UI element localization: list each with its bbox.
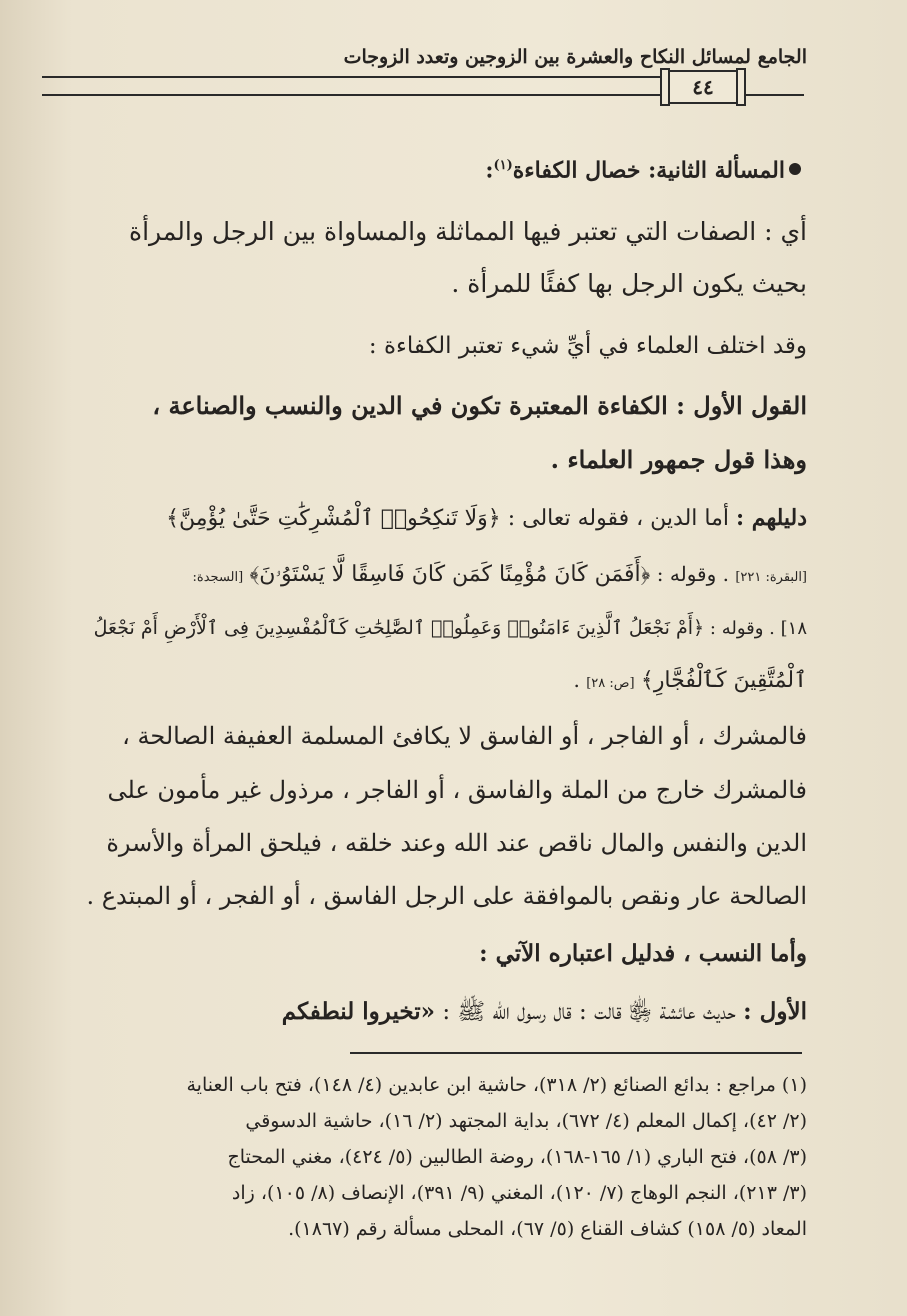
footnote-line: (٢/ ٤٢)، إكمال المعلم (٤/ ٦٧٢)، بداية المجتهد (٢/ ١٦)، حاشية الدسوقي xyxy=(245,1110,807,1132)
verse-reference: ١٨] xyxy=(780,618,807,639)
section-heading-colon: : xyxy=(485,157,494,184)
first-evidence-label: الأول : xyxy=(743,998,807,1025)
section-heading-text: المسألة الثانية: خصال الكفاءة xyxy=(512,157,785,184)
paragraph-line: الصالحة عار ونقص بالموافقة على الرجل الفاسق ، أو الفجر ، أو المبتدع . xyxy=(86,882,807,910)
evidence-line-1 xyxy=(107,498,807,539)
verse-reference: [السجدة: xyxy=(192,570,244,585)
section-heading xyxy=(85,146,785,190)
page-number: ٤٤ xyxy=(668,70,738,104)
quran-verse: ٱلْمُتَّقِينَ كَٱلْفُجَّارِ﴾ xyxy=(640,668,807,693)
verse-reference: [البقرة: ٢٢١] xyxy=(735,570,807,585)
footnote-mark: (١) xyxy=(493,158,513,173)
quran-verse: ﴿أَمْ نَجْعَلُ ٱلَّذِينَ ءَامَنُوا۟ وَعَمِلُوا۟ ٱلصَّٰلِحَٰتِ كَٱلْمُفْسِدِينَ فِى ٱلْأَرْضِ أَمْ نَجْعَلُ xyxy=(93,617,705,639)
header-rule-left xyxy=(42,76,664,78)
first-evidence-line xyxy=(107,992,807,1032)
paragraph-line: الدين والنفس والمال ناقص عند الله وعند خلقه ، فيلحق المرأة والأسرة xyxy=(106,829,807,857)
evidence-text: أما الدين ، فقوله تعالى : xyxy=(507,506,730,531)
paragraph-line: فالمشرك خارج من الملة والفاسق ، أو الفاجر ، مرذول غير مأمون على xyxy=(107,776,807,804)
paragraph-line: بحيث يكون الرجل بها كفئًا للمرأة . xyxy=(451,269,807,298)
evidence-line-3 xyxy=(93,608,807,649)
paragraph-line: فالمشرك ، أو الفاجر ، أو الفاسق لا يكافئ المسلمة العفيفة الصالحة ، xyxy=(122,722,807,750)
footnote-line: (١) مراجع : بدائع الصنائع (٢/ ٣١٨)، حاشية ابن عابدين (٤/ ١٤٨)، فتح باب العناية xyxy=(186,1074,807,1096)
evidence-line-4 xyxy=(107,660,807,704)
footnote-separator xyxy=(350,1052,802,1054)
evidence-label: دليلهم : xyxy=(736,505,807,531)
quran-verse: ﴿وَلَا تَنكِحُوا۟ ٱلْمُشْرِكَٰتِ حَتَّىٰ يُؤْمِنَّ﴾ xyxy=(166,506,501,531)
paragraph-line: أي : الصفات التي تعتبر فيها المماثلة والمساواة بين الرجل والمرأة xyxy=(129,217,807,246)
footnote-line: (٣/ ٥٨)، فتح الباري (١/ ١٦٥-١٦٨)، روضة الطالبين (٥/ ٤٢٤)، مغني المحتاج xyxy=(227,1146,807,1168)
lineage-heading: وأما النسب ، فدليل اعتباره الآتي : xyxy=(479,940,807,967)
footnote-line: (٣/ ٢١٣)، النجم الوهاج (٧/ ١٢٠)، المغني (٩/ ٣٩١)، الإنصاف (٨/ ١٠٥)، زاد xyxy=(231,1182,807,1204)
verse-reference: [ص: ٢٨] xyxy=(586,676,635,691)
header-rule-left-lower xyxy=(42,94,664,96)
header-rule-right xyxy=(742,94,804,96)
quran-verse: ﴿أَفَمَن كَانَ مُؤْمِنًا كَمَن كَانَ فَاسِقًا لَّا يَسْتَوُۥنَ﴾ xyxy=(249,562,651,587)
opinion-line: القول الأول : الكفاءة المعتبرة تكون في الدين والنسب والصناعة ، xyxy=(152,391,807,420)
evidence-text: . xyxy=(573,668,580,692)
footnote-line: المعاد (٥/ ١٥٨) كشاف القناع (٥/ ٦٧)، المحلى مسألة رقم (١٨٦٧). xyxy=(288,1218,807,1240)
first-evidence-text: حديث عائشة ﵂ قالت : قال رسول الله ﷺ : xyxy=(442,999,736,1025)
opinion-line: وهذا قول جمهور العلماء . xyxy=(550,445,807,474)
evidence-line-2 xyxy=(107,554,807,598)
running-header-title: الجامع لمسائل النكاح والعشرة بين الزوجين وتعدد الزوجات xyxy=(343,46,807,68)
hadith-quote: «تخيروا لنطفكم xyxy=(281,998,436,1025)
evidence-text: . وقوله : xyxy=(709,618,775,639)
paragraph-line: وقد اختلف العلماء في أيِّ شيء تعتبر الكفاءة : xyxy=(368,333,807,359)
bullet-icon xyxy=(789,163,801,175)
evidence-text: . وقوله : xyxy=(656,562,729,586)
